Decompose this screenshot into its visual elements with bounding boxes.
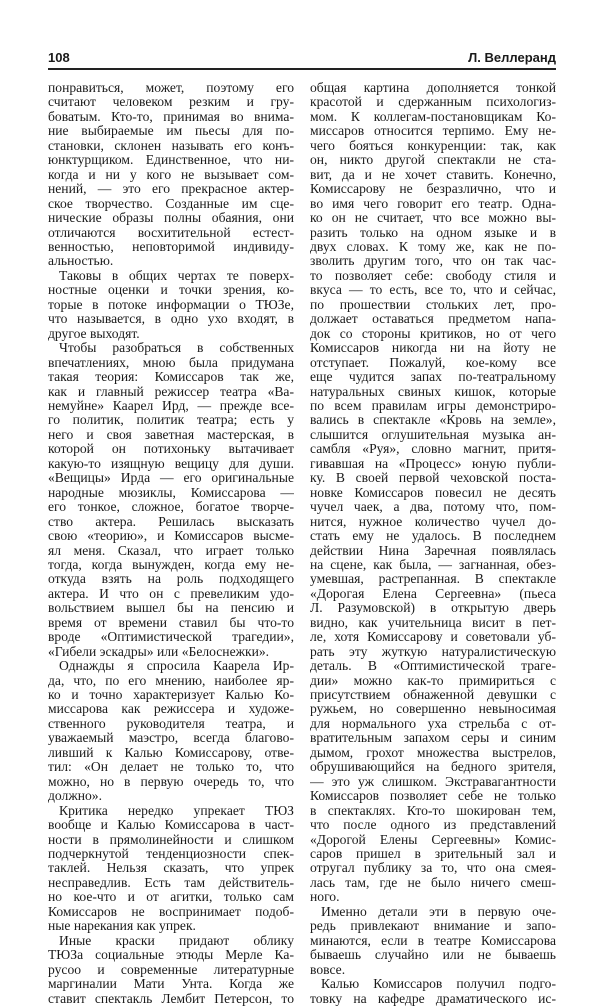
- text-line: ные нарекания как упрек.: [48, 919, 196, 934]
- text-line: чучел чаек, а два, потому что, пом-: [310, 500, 556, 515]
- text-line: подчеркнутой тенденциозности спек-: [48, 847, 294, 862]
- text-line: умевшая, растрепанная. В спектакле: [310, 572, 556, 587]
- right-column: [310, 81, 556, 1006]
- text-line: понравиться, может, поэтому его: [48, 81, 294, 95]
- text-line: Иные краски придают облику: [59, 933, 294, 948]
- text-line: Комиссаров позволяет себе не только: [310, 789, 556, 804]
- text-line: «Гибели эскадры» или «Белоснежки».: [48, 644, 270, 659]
- text-line: натуральных свиных кишок, которые: [310, 384, 556, 399]
- text-line: он, никто другой спектакли не ста-: [310, 153, 556, 168]
- text-line: для нормального уха стрельба с от-: [310, 716, 556, 731]
- text-line: Комиссарову не безразлично, что и: [310, 182, 556, 197]
- text-line: ственного руководителя театра, и: [48, 716, 294, 731]
- text-line: лась там, где не было ничего смеш-: [310, 875, 556, 890]
- text-line: зволить другим того, что он так час-: [310, 254, 556, 269]
- text-line: что называется, в одно ухо входят, в: [48, 312, 294, 327]
- text-line: ское творчество. Созданные им сце-: [48, 196, 294, 211]
- left-column: [48, 81, 294, 1006]
- text-line: стать ему не удалось. В последнем: [310, 529, 556, 544]
- text-line: Таковы в общих чертах те поверх-: [59, 268, 294, 283]
- text-line: двух словах. К тому же, как не по-: [310, 239, 556, 254]
- text-line: то позволяет себе: свободу стиля и: [310, 268, 556, 283]
- text-line: товку на кафедре драматического ис-: [310, 991, 556, 1006]
- text-line: должает оставаться предметом напа-: [310, 312, 556, 327]
- text-line: вались в спектакле «Кровь на земле»,: [310, 413, 556, 428]
- text-line: свою «теорию», и Комиссаров высме-: [48, 529, 294, 544]
- text-line: ле, хотя Комиссарову и советовали уб-: [310, 630, 556, 645]
- text-line: Критика нередко упрекает ТЮЗ: [59, 803, 294, 818]
- text-line: вовсе.: [310, 962, 346, 977]
- text-line: вообще и Калью Комиссарова в част-: [48, 818, 294, 833]
- text-line: ТЮЗа социальные этюды Мерле Ка-: [48, 948, 294, 963]
- text-line: ности в прямолинейности и слишком: [48, 832, 294, 847]
- text-line: тогда, когда вынужден, когда ему не-: [48, 557, 294, 572]
- header-rule: [48, 68, 556, 70]
- text-line: еще чудится запах по-театральному: [310, 370, 556, 385]
- text-line: несправедлив. Есть там действитель-: [48, 875, 294, 890]
- text-line: Чтобы разобраться в собственных: [59, 341, 294, 356]
- text-line: бываешь случайно или не бываешь: [310, 948, 556, 963]
- text-line: миссаров относится терпимо. Ему не-: [310, 124, 556, 139]
- text-line: новке Комиссаров повесил не десять: [310, 485, 556, 500]
- text-line: народные мюзиклы, Комиссарова —: [48, 485, 294, 500]
- text-line: торые в потоке информации о ТЮЗе,: [48, 297, 294, 312]
- text-line: да, что, по его мнению, наиболее яр-: [48, 673, 294, 688]
- text-line: откуда взять на роль подходящего: [48, 572, 294, 587]
- text-line: Комиссаров не воспринимает подоб-: [48, 904, 294, 919]
- text-line: минаются, если в театре Комиссарова: [310, 933, 556, 948]
- text-line: альностью.: [48, 254, 114, 269]
- text-line: ружьем, но совершенно невыносимая: [310, 702, 556, 717]
- text-line: него и своя заветная мастерская, в: [48, 427, 294, 442]
- text-line: миссарова как режиссера и художе-: [48, 702, 294, 717]
- author-name: Л. Веллеранд: [468, 50, 556, 65]
- text-line: можно, но в первую очередь то, что: [48, 774, 294, 789]
- text-line: но кое-что и от агитки, только сам: [48, 890, 294, 905]
- text-line: разить только на одном языке и в: [310, 225, 556, 240]
- text-line: ние выбираемые им пьесы для по-: [48, 124, 294, 139]
- text-line: когда и ни у кого не вызывает сом-: [48, 167, 294, 182]
- text-line: его тонкое, сложное, богатое творче-: [48, 500, 294, 515]
- text-line: русоо и современные литературные: [48, 962, 294, 977]
- text-line: саров пришел в зрительный зал и: [310, 847, 556, 862]
- text-line: вкуса — то есть, все то, что и сейчас,: [310, 283, 556, 298]
- text-line: ко и точно характеризует Калью Ко-: [48, 688, 294, 703]
- text-line: видно, как учительница висит в пет-: [310, 615, 556, 630]
- text-line: самбля «Руя», словно магнит, притя-: [310, 442, 556, 457]
- text-line: ного.: [310, 890, 340, 905]
- text-line: какую-то изящную вещицу для души.: [48, 456, 294, 471]
- text-line: мом. К коллегам-постановщикам Ко-: [310, 109, 556, 124]
- text-line: «Дорогая Елена Сергеевна» (пьеса: [310, 586, 556, 601]
- text-line: чего бояться конкуренции: так, как: [310, 138, 556, 153]
- text-line: нений, — это его прекрасное актер-: [48, 182, 294, 197]
- text-line: присутствием обнаженной девушки с: [310, 688, 556, 703]
- text-line: дии» можно как-то примириться с: [310, 673, 556, 688]
- text-line: как и главный режиссер театра «Ва-: [48, 384, 294, 399]
- text-line: рать эту жуткую натуралистическую: [310, 644, 556, 659]
- text-line: док со стороны критиков, но от чего: [310, 326, 556, 341]
- text-line: маргиналии Мати Унта. Когда же: [48, 977, 294, 992]
- text-line: по всем правилам игры демонстриро-: [310, 398, 556, 413]
- text-line: вратительным запахом серы и синим: [310, 731, 556, 746]
- text-line: действии Нина Заречная появлялась: [310, 543, 556, 558]
- text-line: таклей. Нельзя сказать, что упрек: [48, 861, 294, 876]
- text-line: отступает. Пожалуй, кое-кому все: [310, 355, 556, 370]
- text-line: уважаемый маэстро, всегда благово-: [48, 731, 294, 746]
- text-line: ливший к Калью Комиссарову, отве-: [48, 745, 294, 760]
- text-line: Л. Разумовской) в открытую дверь: [310, 601, 556, 616]
- text-line: становки, склонен называть его конъ-: [48, 138, 294, 153]
- text-line: редь привлекают внимание и запо-: [310, 919, 556, 934]
- running-header: [48, 50, 475, 68]
- text-line: гивавшая на «Процесс» юную публи-: [310, 456, 556, 471]
- text-line: тил: «Он делает не только то, что: [48, 760, 294, 775]
- text-line: Калью Комиссаров получил подго-: [321, 977, 556, 992]
- text-line: немуйне» Каарел Ирд, — прежде все-: [48, 398, 294, 413]
- text-line: Комиссаров никогда ни на йоту не: [310, 341, 556, 356]
- text-line: на сцене, как была, — загнанная, обез-: [310, 557, 556, 572]
- text-line: деталь. В «Оптимистической траге-: [310, 659, 556, 674]
- text-line: общая картина дополняется тонкой: [310, 81, 556, 95]
- text-line: считают человеком резким и гру-: [48, 95, 294, 110]
- text-line: слышится оглушительная музыка ан-: [310, 427, 556, 442]
- text-line: боватым. Кто-то, принимая во внима-: [48, 109, 294, 124]
- text-line: по прошествии стольких лет, про-: [310, 297, 556, 312]
- text-line: «Дорогой Елены Сергеевны» Комис-: [310, 832, 556, 847]
- text-line: венностью, неповторимой индивиду-: [48, 239, 294, 254]
- text-line: ко он не считает, что все можно вы-: [310, 211, 556, 226]
- text-line: — это уж слишком. Экстравагантности: [310, 774, 556, 789]
- text-line: во имя чего говорит его театр. Одна-: [310, 196, 556, 211]
- text-line: красотой и сдержанным психологиз-: [310, 95, 556, 110]
- text-line: ставит спектакль Лембит Петерсон, то: [48, 991, 294, 1006]
- text-line: вольствием вышел бы на пенсию и: [48, 601, 294, 616]
- text-line: Однажды я спросила Каарела Ир-: [59, 659, 294, 674]
- page-number: 108: [48, 50, 70, 65]
- text-line: которой он потихоньку вытачивает: [48, 442, 294, 457]
- text-line: го политик, политик театра; есть у: [48, 413, 294, 428]
- text-line: должно».: [48, 789, 102, 804]
- text-line: другое выходят.: [48, 326, 140, 341]
- text-line: ку. В своей первой чеховской поста-: [310, 471, 556, 486]
- text-line: отругал публику за то, что она смея-: [310, 861, 556, 876]
- text-line: ностные оценки и точки зрения, ко-: [48, 283, 294, 298]
- text-line: такая теория: Комиссаров так же,: [48, 370, 294, 385]
- text-line: дымом, грохот множества выстрелов,: [310, 745, 556, 760]
- text-line: в спектаклях. Кто-то шокирован тем,: [310, 803, 556, 818]
- text-line: Именно детали эти в первую оче-: [321, 904, 556, 919]
- text-line: «Вещицы» Ирда — его оригинальные: [48, 471, 294, 486]
- text-line: отличаются восхитительной естест-: [48, 225, 294, 240]
- text-line: вроде «Оптимистической трагедии»,: [48, 630, 294, 645]
- text-line: вит, да и не хочет ставить. Конечно,: [310, 167, 556, 182]
- text-line: что после одного из представлений: [310, 818, 556, 833]
- text-line: юнктурщиком. Единственное, что ни-: [48, 153, 294, 168]
- text-line: впечатлениях, мною была придумана: [48, 355, 294, 370]
- text-line: актера. И что он с превеликим удо-: [48, 586, 294, 601]
- text-line: нические образы полны обаяния, они: [48, 211, 294, 226]
- text-line: ство актера. Решилась высказать: [48, 514, 294, 529]
- text-line: обрушивающийся на бедного зрителя,: [310, 760, 556, 775]
- text-line: время от времени ставил бы что-то: [48, 615, 294, 630]
- text-line: нится, нужное количество чучел до-: [310, 514, 556, 529]
- text-line: ял меня. Сказал, что играет только: [48, 543, 294, 558]
